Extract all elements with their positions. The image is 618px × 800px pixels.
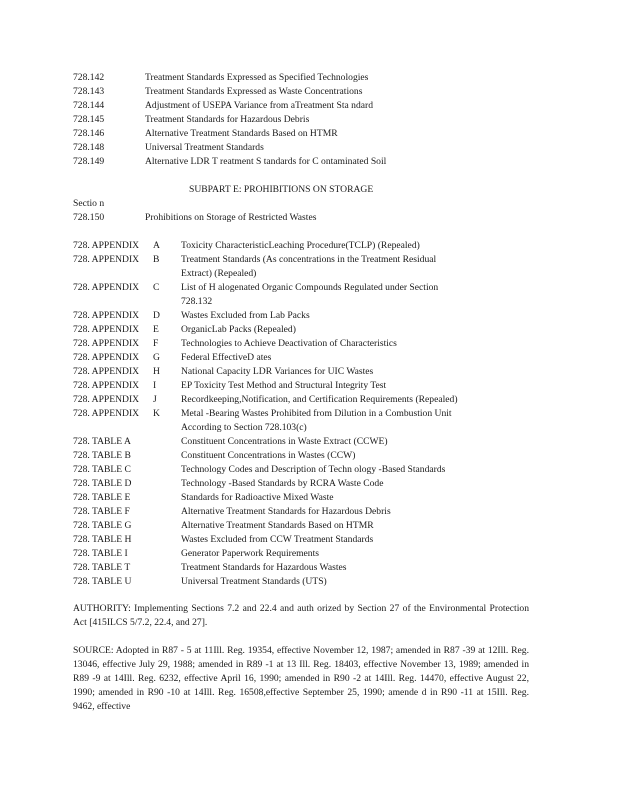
appendix-label: 728. APPENDIX [73, 310, 140, 321]
table-title: Standards for Radioactive Mixed Waste [181, 492, 334, 503]
appendix-letter: F [153, 338, 159, 349]
table-label: 728. TABLE E [73, 492, 131, 503]
section-title: Prohibitions on Storage of Restricted Wastes [145, 212, 317, 223]
table-title: Universal Treatment Standards (UTS) [181, 576, 327, 587]
table-title: Wastes Excluded from CCW Treatment Standards [181, 534, 374, 545]
appendix-label: 728. APPENDIX [73, 324, 140, 335]
table-label: 728. TABLE G [73, 520, 132, 531]
appendix-label: 728. APPENDIX [73, 240, 140, 251]
appendix-label: 728. APPENDIX [73, 380, 140, 391]
section-number: 728.148 [73, 142, 105, 153]
table-label: 728. TABLE T [73, 562, 131, 573]
section-title: Treatment Standards Expressed as Waste Concentrations [145, 86, 363, 97]
section-number: 728.149 [73, 156, 105, 167]
section-column-label: Sectio n [73, 198, 105, 209]
table-title: Generator Paperwork Requirements [181, 548, 319, 559]
appendix-title: National Capacity LDR Variances for UIC Wastes [181, 366, 374, 377]
table-label: 728. TABLE F [73, 506, 130, 517]
appendix-label: 728. APPENDIX [73, 366, 140, 377]
appendix-label: 728. APPENDIX [73, 338, 140, 349]
table-title: Alternative Treatment Standards Based on HTMR [181, 520, 374, 531]
appendix-label: 728. APPENDIX [73, 352, 140, 363]
table-label: 728. TABLE H [73, 534, 132, 545]
table-title: Technology Codes and Description of Techn ology -Based Standards [181, 464, 446, 475]
appendix-label: 728. APPENDIX [73, 282, 140, 293]
appendix-letter: H [153, 366, 160, 377]
table-title: Constituent Concentrations in Waste Extract (CCWE) [181, 436, 388, 447]
section-number: 728.150 [73, 212, 105, 223]
section-title: Treatment Standards for Hazardous Debris [145, 114, 310, 125]
appendix-letter: K [153, 408, 160, 419]
appendix-title-cont: 728.132 [181, 296, 213, 307]
section-title: Alternative LDR T reatment S tandards for C ontaminated Soil [145, 156, 387, 167]
table-label: 728. TABLE I [73, 548, 128, 559]
appendix-letter: A [153, 240, 160, 251]
table-label: 728. TABLE D [73, 478, 132, 489]
appendix-title-cont: Extract) (Repealed) [181, 268, 257, 279]
section-number: 728.143 [73, 86, 105, 97]
subpart-heading: SUBPART E: PROHIBITIONS ON STORAGE [189, 184, 374, 195]
table-title: Technology -Based Standards by RCRA Waste Code [181, 478, 384, 489]
section-number: 728.145 [73, 114, 105, 125]
appendix-letter: D [153, 310, 160, 321]
appendix-label: 728. APPENDIX [73, 394, 140, 405]
section-number: 728.146 [73, 128, 105, 139]
table-title: Constituent Concentrations in Wastes (CCW) [181, 450, 356, 461]
table-label: 728. TABLE C [73, 464, 131, 475]
appendix-letter: E [153, 324, 159, 335]
appendix-title-cont: According to Section 728.103(c) [181, 422, 307, 433]
table-label: 728. TABLE B [73, 450, 131, 461]
source-paragraph: SOURCE: Adopted in R87 - 5 at 11Ill. Reg. 19354, effective November 12, 1987; amended in R87 -39 at 12Ill. Reg. 13046, effective July 29, 1988; amended in R89 -1 at 13 Ill. Reg. 18403, effective November 13, 1989; amended in R89 -9 at 14Ill. Reg. 6232, effective April 16, 1990; amended in R90 -2 at 14Ill. Reg. 14470, effective August 22, 1990; amended in R90 -10 at 14Ill. Reg. 16508,effective September 25, 1990; amende d in R90 -11 at 15Ill. Reg. 9462, effective [73, 645, 529, 712]
appendix-letter: I [153, 380, 157, 391]
appendix-title: OrganicLab Packs (Repealed) [181, 324, 296, 335]
section-number: 728.142 [73, 72, 105, 83]
appendix-label: 728. APPENDIX [73, 254, 140, 265]
appendix-title: EP Toxicity Test Method and Structural Integrity Test [181, 380, 387, 391]
table-label: 728. TABLE A [73, 436, 131, 447]
appendix-title: Toxicity CharacteristicLeaching Procedure(TCLP) (Repealed) [181, 240, 420, 251]
appendix-label: 728. APPENDIX [73, 408, 140, 419]
appendix-title: List of H alogenated Organic Compounds Regulated under Section [181, 282, 439, 293]
appendix-letter: G [153, 352, 160, 363]
appendix-letter: J [153, 394, 157, 405]
appendix-title: Recordkeeping,Notification, and Certification Requirements (Repealed) [181, 394, 458, 405]
appendix-title: Federal EffectiveD ates [181, 352, 272, 363]
appendix-title: Technologies to Achieve Deactivation of Characteristics [181, 338, 397, 349]
appendix-title: Metal -Bearing Wastes Prohibited from Dilution in a Combustion Unit [181, 408, 452, 419]
table-label: 728. TABLE U [73, 576, 132, 587]
table-title: Treatment Standards for Hazardous Wastes [181, 562, 347, 573]
section-title: Universal Treatment Standards [145, 142, 264, 153]
section-number: 728.144 [73, 100, 105, 111]
appendix-letter: C [153, 282, 160, 293]
table-title: Alternative Treatment Standards for Hazardous Debris [181, 506, 391, 517]
appendix-title: Wastes Excluded from Lab Packs [181, 310, 310, 321]
section-title: Alternative Treatment Standards Based on HTMR [145, 128, 338, 139]
authority-paragraph: AUTHORITY: Implementing Sections 7.2 and 22.4 and auth orized by Section 27 of the Environmental Protection Act [415ILCS 5/7.2, 22.4, and 27]. [73, 603, 529, 628]
appendix-title: Treatment Standards (As concentrations in the Treatment Residual [181, 254, 437, 265]
section-title: Treatment Standards Expressed as Specified Technologies [145, 72, 369, 83]
section-title: Adjustment of USEPA Variance from aTreatment Sta ndard [145, 100, 373, 111]
appendix-letter: B [153, 254, 160, 265]
